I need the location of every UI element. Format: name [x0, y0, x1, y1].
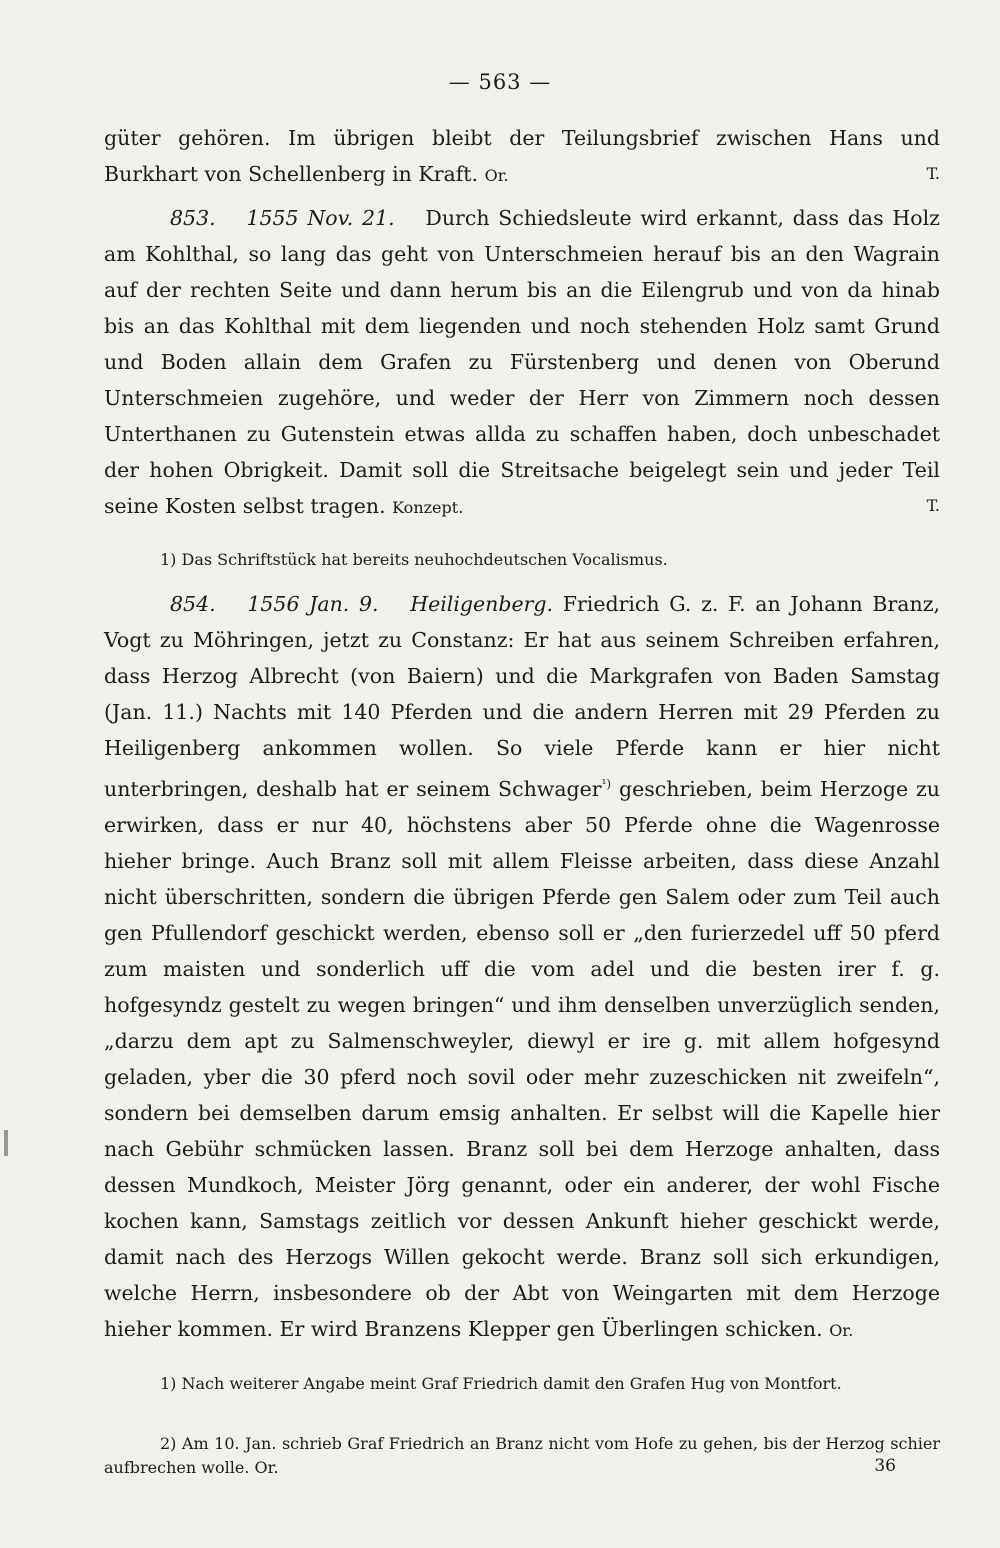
- page-edge-mark: [4, 1130, 8, 1156]
- paragraph-continued: [104, 120, 940, 194]
- sheet-signature: 36: [874, 1456, 896, 1476]
- entry-text-continued: geschrieben, beim Herzoge zu erwirken, dass er nur 40, höchstens aber 50 Pferde ohne die Wagenrosse hieher bringe. Auch Branz soll mit allem Fleisse arbeiten, dass diese Anzahl nicht überschritten, sondern die übrigen Pferde gen Salem oder zum Teil auch gen Pfullendorf geschickt werden, ebenso soll er „den furierzedel uff 50 pferd zum maisten und sonderlich uff die vom adel und die besten irer f. g. hofgesyndz gestelt zu wegen bringen“ und ihm denselben unverzüglich senden, „darzu dem apt zu Salmenschweyler, diewyl er ire g. mit allem hofgesynd geladen, yber die 30 pferd noch sovil oder mehr zuzeschicken nit zweifeln“, sondern bei demselben darum emsig anhalten. Er selbst will die Kapelle hier nach Gebühr schmücken lassen. Branz soll bei dem Herzoge anhalten, dass dessen Mundkoch, Meister Jörg genannt, oder ein anderer, der wohl Fische kochen kann, Samstags zeitlich vor dessen Ankunft hieher geschickt werde, damit nach des Herzogs Willen gekocht werde. Branz soll sich erkundigen, welche Herrn, insbesondere ob der Abt von Weingarten mit dem Herzoge hieher kommen. Er wird Branzens Klepper gen Überlingen schicken.: [104, 776, 940, 1341]
- entry-text: Durch Schiedsleute wird erkannt, dass das Holz am Kohlthal, so lang das geht von Unterschmeien herauf bis an den Wagrain auf der rechten Seite und dann herum bis an die Eilengrub und von da hinab bis an das Kohlthal mit dem liegenden und noch stehenden Holz samt Grund und Boden allain dem Grafen zu Fürstenberg und denen von Oberund Unterschmeien zugehöre, und weder der Herr von Zimmern noch dessen Unterthanen zu Gutenstein etwas allda zu schaffen haben, doch unbeschadet der hohen Obrigkeit. Damit soll die Streitsache beigelegt sein und jeder Teil seine Kosten selbst tragen.: [104, 206, 940, 518]
- entry-text: Friedrich G. z. F. an Johann Branz, Vogt zu Möhringen, jetzt zu Constanz: Er hat aus seinem Schreiben erfahren, dass Herzog Albrecht (von Baiern) und die Markgrafen von Baden Samstag (Jan. 11.) Nachts mit 140 Pferden und die andern Herren mit 29 Pferden zu Heiligenberg ankommen wollen. So viele Pferde kann er hier nicht unterbringen, deshalb hat er seinem Schwager: [104, 592, 941, 801]
- source-note: Konzept.: [392, 498, 464, 517]
- entry-854: [104, 586, 940, 1349]
- editor-sign: T.: [926, 496, 940, 515]
- entry-number: 854.: [170, 592, 216, 616]
- footnote: 2) Am 10. Jan. schrieb Graf Friedrich an Branz nicht vom Hofe zu gehen, bis der Herzog schier aufbrechen wolle. Or.: [104, 1434, 940, 1477]
- entry-date: 1556 Jan. 9.: [247, 592, 379, 616]
- entry-place: Heiligenberg.: [410, 592, 554, 616]
- page-number: — 563 —: [448, 70, 552, 94]
- entry-date: 1555 Nov. 21.: [246, 206, 395, 230]
- editor-sign: T.: [926, 164, 940, 183]
- footnote: 1) Das Schriftstück hat bereits neuhochdeutschen Vocalismus.: [160, 550, 668, 569]
- paragraph-text: güter gehören. Im übrigen bleibt der Teilungsbrief zwischen Hans und Burkhart von Schellenberg in Kraft.: [104, 126, 940, 186]
- source-note: Or.: [829, 1320, 854, 1340]
- entry-number: 853.: [170, 206, 216, 230]
- entry-853: [104, 200, 940, 526]
- footnote-ref: ¹): [601, 777, 612, 791]
- source-note: Or.: [484, 166, 509, 185]
- footnote: 1) Nach weiterer Angabe meint Graf Friedrich damit den Grafen Hug von Montfort.: [160, 1374, 842, 1393]
